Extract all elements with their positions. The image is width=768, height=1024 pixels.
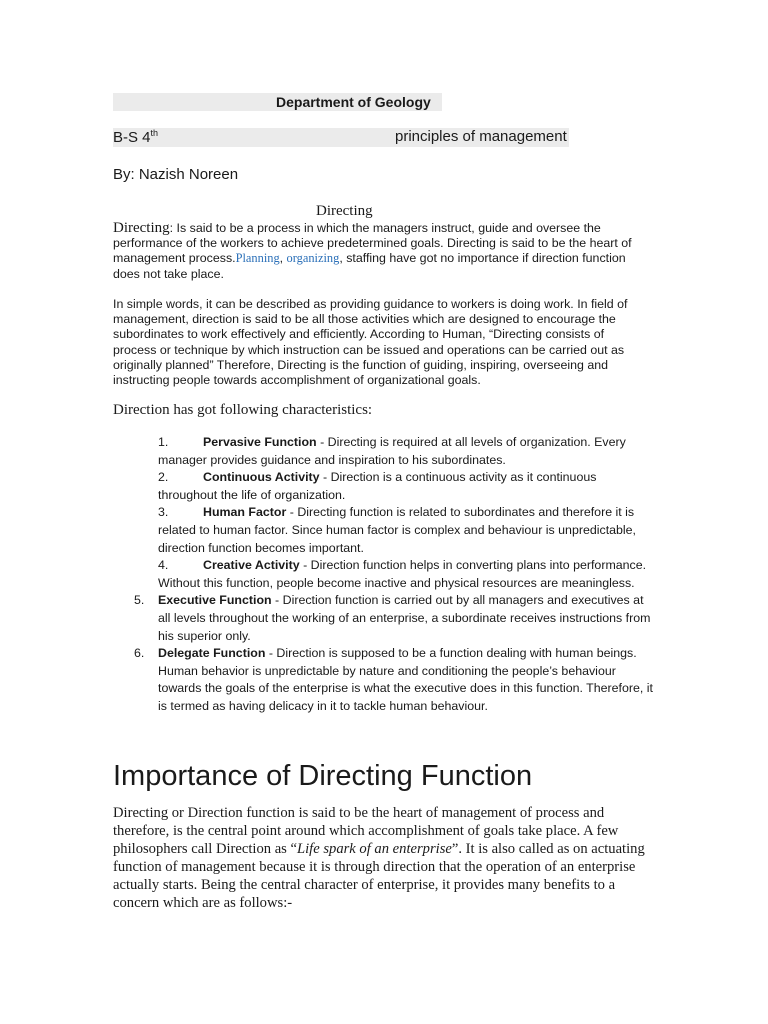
importance-paragraph — [113, 804, 658, 912]
list-item — [158, 504, 654, 557]
characteristics-list — [134, 434, 654, 716]
list-item — [134, 592, 654, 645]
list-item-title: Delegate Function — [158, 646, 266, 661]
list-item-title: Executive Function — [158, 593, 272, 608]
importance-text-2: ”. It is also called as on actuating function of management because it is through direction that the operation of an enterprise actually starts. Being the central character of enterprise, it provides many benefits to a concern which are as follows:- — [113, 841, 645, 911]
list-item-title: Human Factor — [203, 505, 287, 520]
list-item — [158, 469, 654, 504]
list-item-number: 3. — [158, 505, 169, 520]
list-item — [158, 557, 654, 592]
list-item — [158, 434, 654, 469]
intro-separator: , — [279, 251, 287, 266]
intro-paragraph — [113, 221, 643, 282]
course-code-text: B-S 4 — [113, 129, 151, 146]
list-item-number: 4. — [158, 558, 169, 573]
intro-text-2: , staffing have got no importance if direction function does not take place. — [113, 251, 626, 281]
planning-link[interactable]: Planning — [235, 251, 280, 266]
list-item-description: - Direction is a continuous activity as it continuous throughout the life of organization. — [158, 470, 597, 502]
section-title: Directing — [316, 203, 373, 219]
list-item-title: Continuous Activity — [203, 470, 320, 485]
importance-text-1: Directing or Direction function is said to be the heart of management of process and therefore, is the central point around which accomplishment of goals take place. A few philosophers call Direction as “ — [113, 805, 619, 857]
list-item-number: 1. — [158, 435, 169, 449]
list-item-description: - Directing function is related to subordinates and therefore it is related to human factor. Since human factor is complex and behaviour is unpredictable, direction function becomes important. — [158, 505, 637, 555]
list-item-description: - Directing is required at all levels of organization. Every manager provides guidance and inspiration to his subordinates. — [158, 435, 626, 467]
list-item-number: 5. — [134, 593, 145, 608]
list-item-title: Pervasive Function — [203, 435, 317, 449]
list-item-number: 6. — [134, 646, 145, 661]
list-item-title: Creative Activity — [203, 558, 300, 573]
definition-paragraph: In simple words, it can be described as providing guidance to workers is doing work. In field of management, direction is said to be all those activities which are designed to encourage the subordinates to work effectively and efficiently. According to Human, “Directing consists of process or technique by which instruction can be issued and operations can be carried out as originally planned” Therefore, Directing is the function of guiding, inspiring, overseeing and instructing people towards accomplishment of organizational goals. — [113, 297, 628, 388]
author-line: By: Nazish Noreen — [113, 166, 239, 183]
course-name: principles of management — [395, 128, 567, 145]
list-item — [134, 645, 654, 715]
importance-heading: Importance of Directing Function — [113, 760, 533, 792]
list-item-description: - Direction function helps in converting plans into performance. Without this function, people become inactive and physical resources are meaningless. — [158, 558, 647, 590]
characteristics-heading: Direction has got following characteristics: — [113, 402, 373, 418]
department-title: Department of Geology — [276, 94, 431, 110]
list-item-description: - Direction function is carried out by all managers and executives at all levels throughout the working of an enterprise, a subordinate receives instructions from his superior only. — [158, 593, 651, 643]
course-code — [113, 128, 158, 146]
intro-text-1: : Is said to be a process in which the managers instruct, guide and oversee the performance of the workers to achieve predetermined goals. Directing is said to be the heart of management process. — [113, 221, 632, 266]
course-code-superscript: th — [150, 128, 159, 138]
list-item-number: 2. — [158, 470, 169, 485]
intro-lead-word: Directing — [113, 220, 170, 236]
organizing-link[interactable]: organizing — [286, 251, 340, 266]
list-item-description: - Direction is supposed to be a function dealing with human beings. Human behavior is unpredictable by nature and conditioning the people’s behaviour towards the goals of the enterprise is what the executive does in this function. Therefore, it is termed as having delicacy in it to tackle human behaviour. — [158, 646, 653, 713]
importance-quote: Life spark of an enterprise — [297, 841, 452, 857]
